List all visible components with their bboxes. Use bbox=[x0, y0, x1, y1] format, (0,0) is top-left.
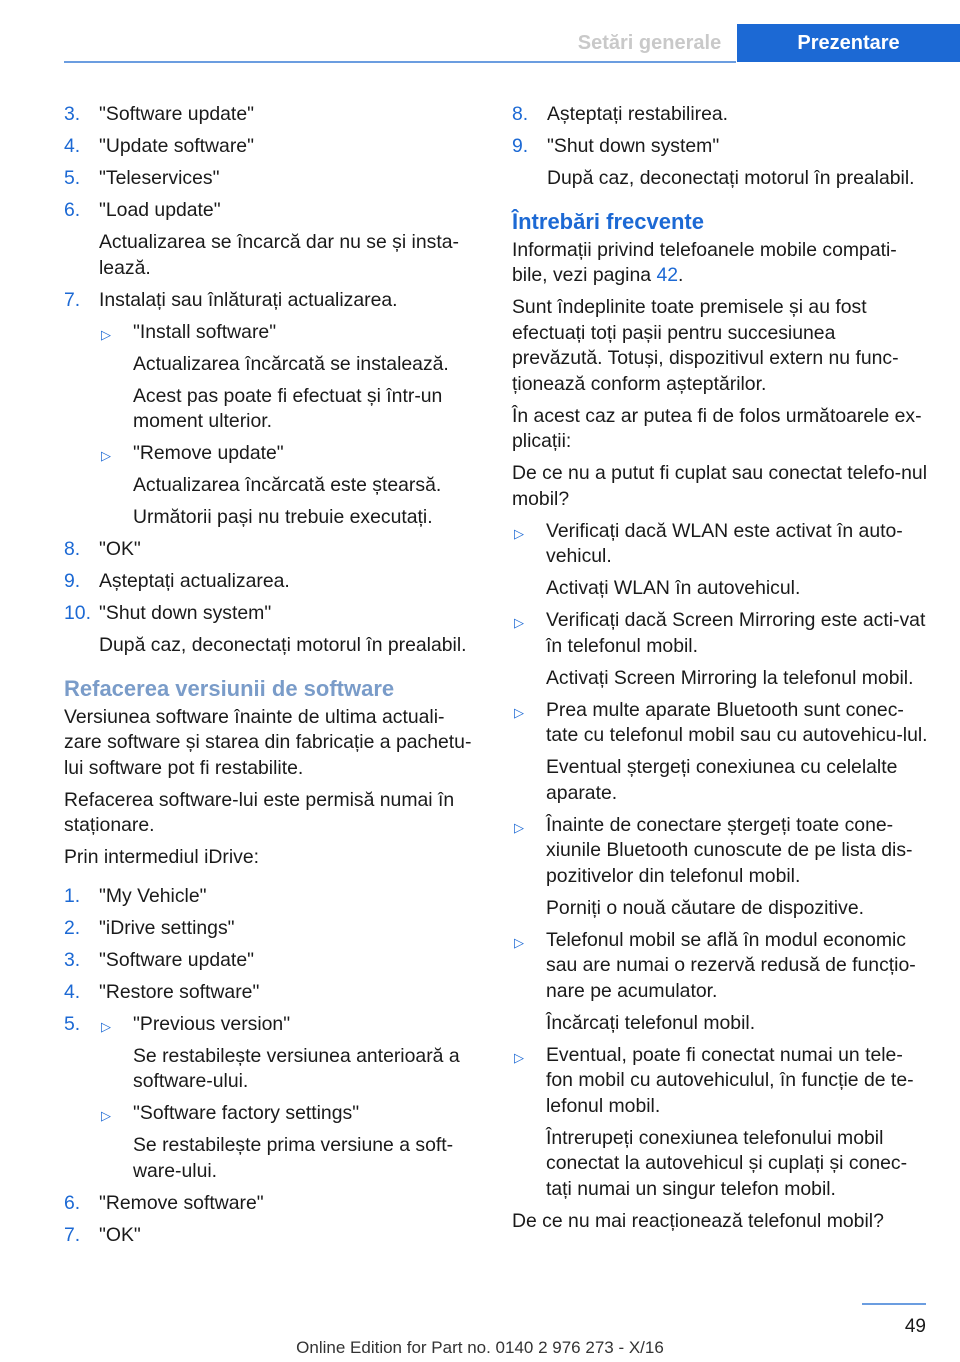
list-item-text: "My Vehicle" bbox=[99, 884, 207, 907]
faq-paragraph-3: În acest caz ar putea fi de folos următoarele ex-plicații: bbox=[512, 404, 922, 452]
bullet-item bbox=[512, 1043, 928, 1203]
bullet-item-text: Telefonul mobil se află în modul economic sau are numai o rezervă redusă de funcțio-nare pe acumulator. bbox=[546, 928, 916, 1002]
list-item-text: "Shut down system" bbox=[547, 135, 720, 157]
step-number: 8. bbox=[512, 103, 529, 125]
list-item-text: "OK" bbox=[99, 538, 141, 560]
bullet-item-text: Prea multe aparate Bluetooth sunt conec-tate cu telefonul mobil sau cu autovehicu-lul. bbox=[546, 698, 928, 746]
bullet-item-text: Eventual, poate fi conectat numai un tele-fon mobil cu autovehiculul, în funcție de te-lefonul mobil. bbox=[546, 1043, 914, 1117]
list-item bbox=[64, 1223, 478, 1249]
step-number: 5. bbox=[64, 1012, 81, 1035]
step-number: 2. bbox=[64, 916, 81, 939]
list-item-text: "Shut down system" bbox=[99, 602, 272, 624]
step-number: 3. bbox=[64, 948, 81, 971]
step-number: 4. bbox=[64, 980, 81, 1003]
list-item-text: "iDrive settings" bbox=[99, 916, 235, 939]
triangle-bullet-icon: ▷ bbox=[514, 704, 524, 720]
bullet-item bbox=[512, 813, 928, 922]
bullet-item bbox=[512, 698, 928, 807]
bullet-item-text: Acest pas poate fi efectuat și într-un moment ulterior. bbox=[133, 384, 443, 432]
list-item bbox=[64, 948, 478, 974]
faq-paragraph-1-text: Informații privind telefoanele mobile compati-bile, vezi pagina bbox=[512, 238, 897, 286]
triangle-bullet-icon: ▷ bbox=[514, 1049, 524, 1065]
restore-steps-list bbox=[64, 884, 478, 1006]
step-number: 1. bbox=[64, 884, 81, 907]
list-item bbox=[64, 102, 478, 128]
bullet-item-text: Verificați dacă WLAN este activat în auto-vehicul. bbox=[546, 519, 903, 567]
section-tab-overview[interactable]: Prezentare bbox=[737, 24, 960, 62]
triangle-bullet-icon: ▷ bbox=[514, 934, 524, 950]
list-item bbox=[512, 134, 928, 192]
triangle-bullet-icon: ▷ bbox=[101, 326, 111, 342]
list-item-text: Instalați sau înlăturați actualizarea. bbox=[99, 288, 398, 311]
list-item bbox=[64, 134, 478, 160]
list-item bbox=[64, 166, 478, 192]
step-number: 9. bbox=[512, 135, 529, 157]
bullet-item bbox=[99, 320, 478, 435]
step-number: 6. bbox=[64, 1191, 81, 1214]
step-number: 9. bbox=[64, 570, 81, 592]
update-options-bullets bbox=[64, 320, 478, 531]
bullet-item-text: Actualizarea încărcată se instalează. bbox=[133, 352, 449, 375]
list-item-text: "Teleservices" bbox=[99, 167, 220, 189]
restore-options-bullets bbox=[99, 1012, 478, 1185]
bullet-item-text: Porniți o nouă căutare de dispozitive. bbox=[546, 896, 864, 919]
page-42-link[interactable]: 42 bbox=[656, 264, 679, 286]
bullet-item-text: Verificați dacă Screen Mirroring este acti-vat în telefonul mobil. bbox=[546, 609, 926, 657]
bullet-item-text: "Remove update" bbox=[133, 442, 284, 464]
update-steps-list bbox=[64, 102, 478, 313]
bullet-item-text: Actualizarea încărcată este ștearsă. bbox=[133, 474, 442, 496]
list-item bbox=[512, 102, 928, 128]
restore-steps-list-right bbox=[512, 102, 928, 192]
bullet-item-text: Se restabilește versiunea anterioară a software-ului. bbox=[133, 1044, 460, 1092]
restore-steps-list-continued bbox=[64, 1191, 478, 1249]
bullet-item bbox=[99, 441, 478, 531]
left-column bbox=[64, 102, 478, 1255]
bullet-item bbox=[99, 1012, 478, 1095]
faq-paragraph-1-end: . bbox=[678, 264, 684, 286]
restore-paragraph-2: Refacerea software-lui este permisă numai în staționare. bbox=[64, 788, 455, 836]
bullet-item bbox=[512, 928, 928, 1037]
list-item-text: Actualizarea se încarcă dar nu se și insta-lează. bbox=[99, 231, 459, 279]
restore-paragraph-1: Versiunea software înainte de ultima actuali-zare software și starea din fabricație a pachetu-lui software pot fi restabilite. bbox=[64, 705, 472, 779]
bullet-item bbox=[99, 1101, 478, 1184]
bullet-item-text: "Previous version" bbox=[133, 1012, 291, 1035]
bullet-item-text: Se restabilește prima versiune a soft-ware-ului. bbox=[133, 1134, 454, 1182]
page-number: 49 bbox=[904, 1316, 926, 1337]
right-column bbox=[512, 102, 928, 1241]
faq-answers-bullets bbox=[512, 519, 928, 1203]
step-number: 4. bbox=[64, 135, 81, 157]
faq-question-1: De ce nu a putut fi cuplat sau conectat telefo-nul mobil? bbox=[512, 462, 928, 510]
list-item bbox=[64, 569, 478, 595]
header-divider bbox=[64, 61, 736, 63]
list-item bbox=[64, 916, 478, 942]
triangle-bullet-icon: ▷ bbox=[101, 1018, 111, 1034]
triangle-bullet-icon: ▷ bbox=[514, 819, 524, 835]
bullet-item-text: Încărcați telefonul mobil. bbox=[546, 1011, 756, 1034]
list-item-text: "Remove software" bbox=[99, 1191, 264, 1214]
step-number: 7. bbox=[64, 288, 81, 311]
section-heading-restore: Refacerea versiunii de software bbox=[64, 675, 395, 701]
step-number: 8. bbox=[64, 538, 81, 560]
bullet-item-text: Eventual ștergeți conexiunea cu celelalte aparate. bbox=[546, 756, 898, 804]
restore-step-5 bbox=[64, 1012, 478, 1185]
footer-divider bbox=[862, 1303, 926, 1305]
bullet-item-text: Activați WLAN în autovehicul. bbox=[546, 577, 801, 599]
bullet-item-text: Întrerupeți conexiunea telefonului mobil conectat la autovehicul și cuplați și conec-tați numai un singur telefon mobil. bbox=[546, 1126, 908, 1200]
list-item bbox=[64, 884, 478, 910]
step-number: 10. bbox=[64, 602, 91, 624]
bullet-item bbox=[512, 608, 928, 691]
list-item-text: "Update software" bbox=[99, 135, 254, 157]
update-steps-list-continued bbox=[64, 537, 478, 659]
faq-paragraph-2: Sunt îndeplinite toate premisele și au fost efectuați toți pașii pentru succesiunea prevăzută. Totuși, dispozitivul extern nu func-ționează conform așteptărilor. bbox=[512, 296, 899, 395]
bullet-item-text: Înainte de conectare ștergeți toate cone-xiunile Bluetooth cunoscute de pe lista dis-pozitivelor din telefonul mobil. bbox=[546, 813, 913, 887]
triangle-bullet-icon: ▷ bbox=[514, 525, 524, 541]
step-number: 6. bbox=[64, 199, 81, 221]
step-number: 3. bbox=[64, 103, 81, 125]
section-heading-faq: Întrebări frecvente bbox=[512, 208, 704, 234]
list-item bbox=[64, 198, 478, 281]
bullet-item bbox=[512, 519, 928, 602]
list-item-text: "Load update" bbox=[99, 199, 221, 221]
list-item-text: "OK" bbox=[99, 1223, 141, 1246]
page-header bbox=[0, 0, 960, 62]
section-tab-general-settings[interactable]: Setări generale bbox=[563, 24, 736, 62]
bullet-item-text: "Software factory settings" bbox=[133, 1102, 360, 1124]
bullet-item-text: Activați Screen Mirroring la telefonul mobil. bbox=[546, 666, 914, 689]
list-item bbox=[64, 980, 478, 1006]
list-item bbox=[64, 601, 478, 659]
list-item-text: "Software update" bbox=[99, 103, 254, 125]
restore-paragraph-3: Prin intermediul iDrive: bbox=[64, 846, 260, 868]
triangle-bullet-icon: ▷ bbox=[101, 448, 111, 463]
list-item bbox=[64, 1191, 478, 1217]
list-item-text: "Restore software" bbox=[99, 980, 260, 1003]
list-item bbox=[64, 537, 478, 563]
bullet-item-text: "Install software" bbox=[133, 320, 277, 343]
list-item-text: Așteptați restabilirea. bbox=[547, 103, 729, 125]
step-number: 5. bbox=[64, 167, 81, 189]
step-number: 7. bbox=[64, 1223, 81, 1246]
list-item bbox=[64, 288, 478, 314]
triangle-bullet-icon: ▷ bbox=[514, 615, 524, 630]
triangle-bullet-icon: ▷ bbox=[101, 1108, 111, 1123]
faq-paragraph-1 bbox=[512, 238, 928, 289]
list-item-text: Așteptați actualizarea. bbox=[99, 570, 290, 592]
list-item-text: "Software update" bbox=[99, 948, 254, 971]
list-item-text: După caz, deconectați motorul în prealabil. bbox=[547, 167, 915, 189]
list-item-text: După caz, deconectați motorul în prealabil. bbox=[99, 634, 467, 656]
edition-footer: Online Edition for Part no. 0140 2 976 273 - X/16 bbox=[296, 1338, 664, 1357]
bullet-item-text: Următorii pași nu trebuie executați. bbox=[133, 506, 433, 528]
faq-question-2: De ce nu mai reacționează telefonul mobil? bbox=[512, 1209, 884, 1232]
